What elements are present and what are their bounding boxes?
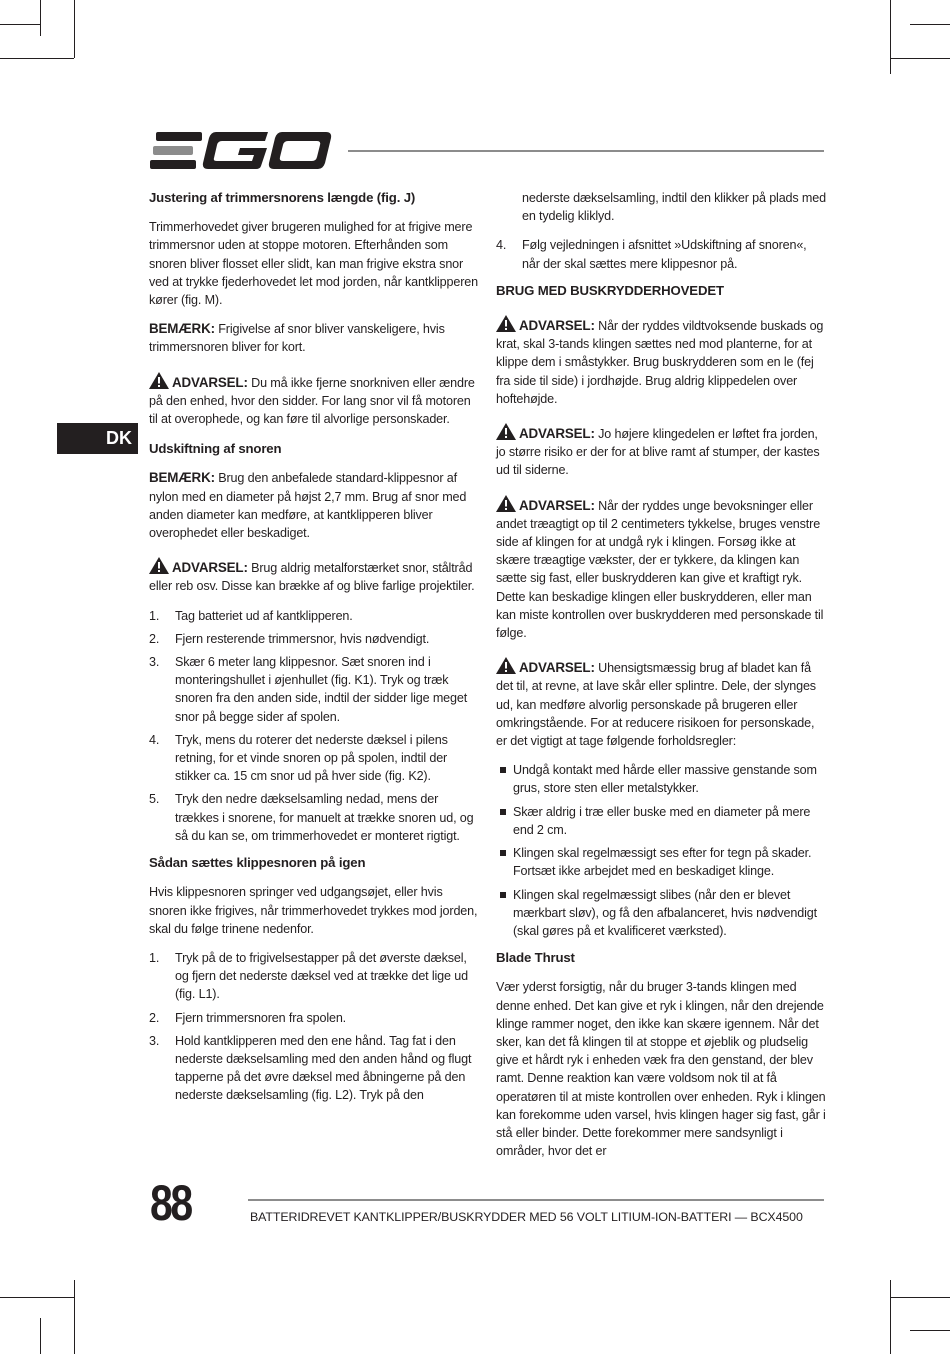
warning-icon: [496, 315, 516, 332]
list-item: [496, 886, 826, 941]
crop-mark: [0, 24, 40, 25]
crop-mark: [40, 1318, 41, 1354]
bullet-list: [496, 761, 826, 940]
list-item: [496, 761, 826, 797]
step-text: Hold kantklipperen med den ene hånd. Tag fat i den nederste dækselsamling med den anden hånd og flugt tapperne på det øvre dæksel med åbningerne på den nederste dækselsamling (fig. L2). Tryk på den: [175, 1033, 472, 1103]
ego-logo: [150, 130, 332, 172]
list-item: [496, 236, 826, 272]
warning: [149, 372, 479, 429]
left-column: [149, 189, 479, 1114]
bullet-square-icon: [500, 809, 506, 815]
step-text: Fjern trimmersnoren fra spolen.: [175, 1010, 347, 1025]
warning: [496, 657, 826, 750]
list-item: [149, 790, 479, 845]
list-item: [149, 653, 479, 726]
crop-mark: [890, 0, 891, 74]
list-item: [149, 1009, 479, 1027]
step-text: Fjern resterende trimmersnor, hvis nødvendigt.: [175, 631, 430, 646]
note-label: BEMÆRK:: [149, 470, 215, 486]
page-number: 88: [150, 1175, 191, 1231]
section-heading: Sådan sættes klippesnoren på igen: [149, 855, 366, 871]
warning-text: Når der ryddes unge bevoksninger eller andet træagtigt op til 2 centimeters tykkelse, bruges venstre side af klingen for at undgå ryk i klingen. Forsøg ikke at skære træagtige vækster, der er tykkere, da klingen kan sætte sig fast, eller buskrydderen kan give et kraftigt ryk. Dette kan beskadige klingen eller buskrydderen, eller man kan miste kontrollen over buskrydderen med personskade til følge.: [496, 498, 824, 641]
warning-icon: [149, 372, 169, 389]
warning: [496, 315, 826, 408]
steps-list: [149, 607, 479, 845]
step-text: Tryk den nedre dækselsamling nedad, mens der trækkes i snorene, for manuelt at trække snoren ud, og så du kan se, om trimmerhovedet er monteret rigtigt.: [175, 792, 474, 843]
crop-mark: [890, 1297, 950, 1298]
warning-icon: [496, 423, 516, 440]
list-item: [149, 607, 479, 625]
section-heading: Udskiftning af snoren: [149, 441, 282, 457]
warning: [149, 557, 479, 595]
warning-text: Jo højere klingedelen er løftet fra jorden, jo større risiko er der for at blive ramt af stumper, der kastes ud til siderne.: [496, 427, 820, 478]
bullet-square-icon: [500, 892, 506, 898]
list-item: [149, 731, 479, 786]
crop-mark: [890, 58, 950, 59]
crop-mark: [40, 0, 41, 36]
right-column: [496, 189, 826, 1171]
step-number: 3.: [149, 655, 160, 670]
warning-label: ADVARSEL:: [519, 318, 595, 334]
crop-mark: [0, 1297, 74, 1298]
note: [149, 469, 479, 542]
section-heading: Blade Thrust: [496, 950, 575, 966]
section-heading: BRUG MED BUSKRYDDERHOVEDET: [496, 282, 724, 298]
step-text: Tryk på de to frigivelsestapper på det øverste dæksel, og fjern det nederste dæksel ved at trække det lige ud (fig. L1).: [175, 950, 468, 1002]
step-text: Tryk, mens du roterer det nederste dæksel i pilens retning, for et vinde snoren op på spolen, indtil der stikker ca. 15 cm snor ud på hver side (fig. K2).: [175, 732, 448, 784]
footer-product-title: BATTERIDREVET KANTKLIPPER/BUSKRYDDER MED 56 VOLT LITIUM-ION-BATTERI — BCX4500: [250, 1210, 803, 1224]
bullet-text: Skær aldrig i træ eller buske med en diameter på mere end 2 cm.: [513, 804, 811, 837]
section-heading: Justering af trimmersnorens længde (fig. J): [149, 190, 416, 205]
list-item: [496, 803, 826, 839]
steps-list: [149, 949, 479, 1105]
list-item: [149, 630, 479, 648]
step-number: 4.: [496, 238, 507, 253]
warning-label: ADVARSEL:: [172, 374, 248, 390]
warning-icon: [496, 495, 516, 512]
steps-list: [496, 236, 826, 272]
step-number: 2.: [149, 1010, 160, 1025]
step-number: 1.: [149, 950, 160, 965]
crop-mark: [910, 24, 950, 25]
language-tab: [57, 423, 138, 454]
step-number: 2.: [149, 631, 160, 646]
warning-text: Når der ryddes vildtvoksende buskads og krat, skal 3-tands klingen sættes ned mod planterne, for at klippe dem i småstykker. Brug buskrydderen som en le (fej fra side til side) i jordhøjde. Brug aldrig klippedelen over hoftehøjde.: [496, 319, 824, 406]
paragraph: Hvis klippesnoren springer ved udgangsøjet, eller hvis snoren ikke frigives, når trimmerhovedet trykkes mod jorden, skal du følge trinene nedenfor.: [149, 885, 478, 936]
warning-label: ADVARSEL:: [519, 426, 595, 442]
bullet-text: Undgå kontakt med hårde eller massive genstande som grus, store sten eller metalstykker.: [513, 763, 817, 796]
warning-text: Uhensigtsmæssig brug af bladet kan få det til, at revne, at lave skår eller splintre. Dele, der slynges ud, kan medføre alvorlig personskade på brugeren eller omkringstående. For at reducere risikoen for personskade, er det vigtigt at tage følgende forholdsregler:: [496, 661, 816, 749]
bullet-text: Klingen skal regelmæssigt slibes (når den er blevet mærkbart sløv), og få den afbalanceret, hvis nødvendigt (skal gøres på et kvalificeret værksted).: [513, 887, 817, 938]
note-label: BEMÆRK:: [149, 321, 215, 337]
warning: [496, 423, 826, 480]
bullet-square-icon: [500, 850, 506, 856]
step-text: Følg vejledningen i afsnittet »Udskiftning af snoren«, når der skal sættes mere klippesnor på.: [522, 238, 807, 271]
step-text: Skær 6 meter lang klippesnor. Sæt snoren ind i monteringshullet i øjenhullet (fig. K1). Tryk og træk snoren fra den anden side, indtil der sidder lige meget snor på begge sider af spolen.: [175, 655, 468, 724]
warning-label: ADVARSEL:: [172, 560, 248, 576]
crop-mark: [910, 1330, 950, 1331]
warning-label: ADVARSEL:: [519, 497, 595, 513]
bullet-text: Klingen skal regelmæssigt ses efter for tegn på skader. Fortsæt ikke arbejdet med en beskadiget klinge.: [513, 846, 812, 879]
language-tab-label: DK: [106, 428, 132, 448]
footer-rule: [248, 1199, 824, 1201]
note: [149, 320, 479, 356]
note-text: Frigivelse af snor bliver vanskeligere, hvis trimmersnoren bliver for kort.: [149, 322, 445, 355]
list-item: [149, 949, 479, 1004]
warning-icon: [149, 557, 169, 574]
warning-text: Brug aldrig metalforstærket snor, ståltråd eller reb osv. Disse kan brække af og blive farlige projektiler.: [149, 561, 475, 594]
paragraph: Vær yderst forsigtig, når du bruger 3-tands klingen med denne enhed. Det kan give et ryk i klingen, når den drejende klinge rammer noget, den ikke kan skære igennem. Når det sker, kan det få klingen til at stoppe et øjeblik og pludselig give et hårdt ryk i enheden væk fra den genstand, der blev ramt. Denne reaktion kan være voldsom nok til at få operatøren til at miste kontrollen over enheden. Ryk i klingen kan forekomme uden varsel, hvis klingen hager sig fast, går i stå eller binder. Dette forekommer mere sandsynligt i områder, hvor det er: [496, 980, 826, 1159]
step-number: 5.: [149, 792, 160, 807]
list-item: [149, 1032, 479, 1105]
list-item: [496, 844, 826, 880]
crop-mark: [74, 0, 75, 58]
step-number: 4.: [149, 732, 160, 747]
warning-text: Du må ikke fjerne snorkniven eller ændre på den enhed, hvor den sidder. For lang snor vil få motoren til at overophede, og kan føre til alvorlige personskader.: [149, 375, 475, 427]
header-rule: [348, 150, 824, 152]
warning: [496, 495, 826, 643]
step-continuation: nederste dækselsamling, indtil den klikker på plads med en tydelig kliklyd.: [522, 191, 826, 224]
step-text: Tag batteriet ud af kantklipperen.: [175, 608, 353, 623]
step-number: 3.: [149, 1033, 160, 1048]
warning-icon: [496, 657, 516, 674]
bullet-square-icon: [500, 767, 506, 773]
crop-mark: [0, 58, 74, 59]
warning-label: ADVARSEL:: [519, 660, 595, 676]
step-number: 1.: [149, 608, 160, 623]
note-text: Brug den anbefalede standard-klippesnor af nylon med en diameter på højst 2,7 mm. Brug af snor med anden diameter kan medføre, at kantklipperen bliver overophedet eller beskadiget.: [149, 471, 467, 541]
crop-mark: [74, 1280, 75, 1354]
crop-mark: [890, 1280, 891, 1354]
paragraph: Trimmerhovedet giver brugeren mulighed for at frigive mere trimmersnor uden at stoppe motoren. Efterhånden som snoren bliver flosset eller slidt, kan man frigive ekstra snor ved at trykke fjederhovedet let mod jorden, når kantklipperen kører (fig. M).: [149, 220, 478, 308]
